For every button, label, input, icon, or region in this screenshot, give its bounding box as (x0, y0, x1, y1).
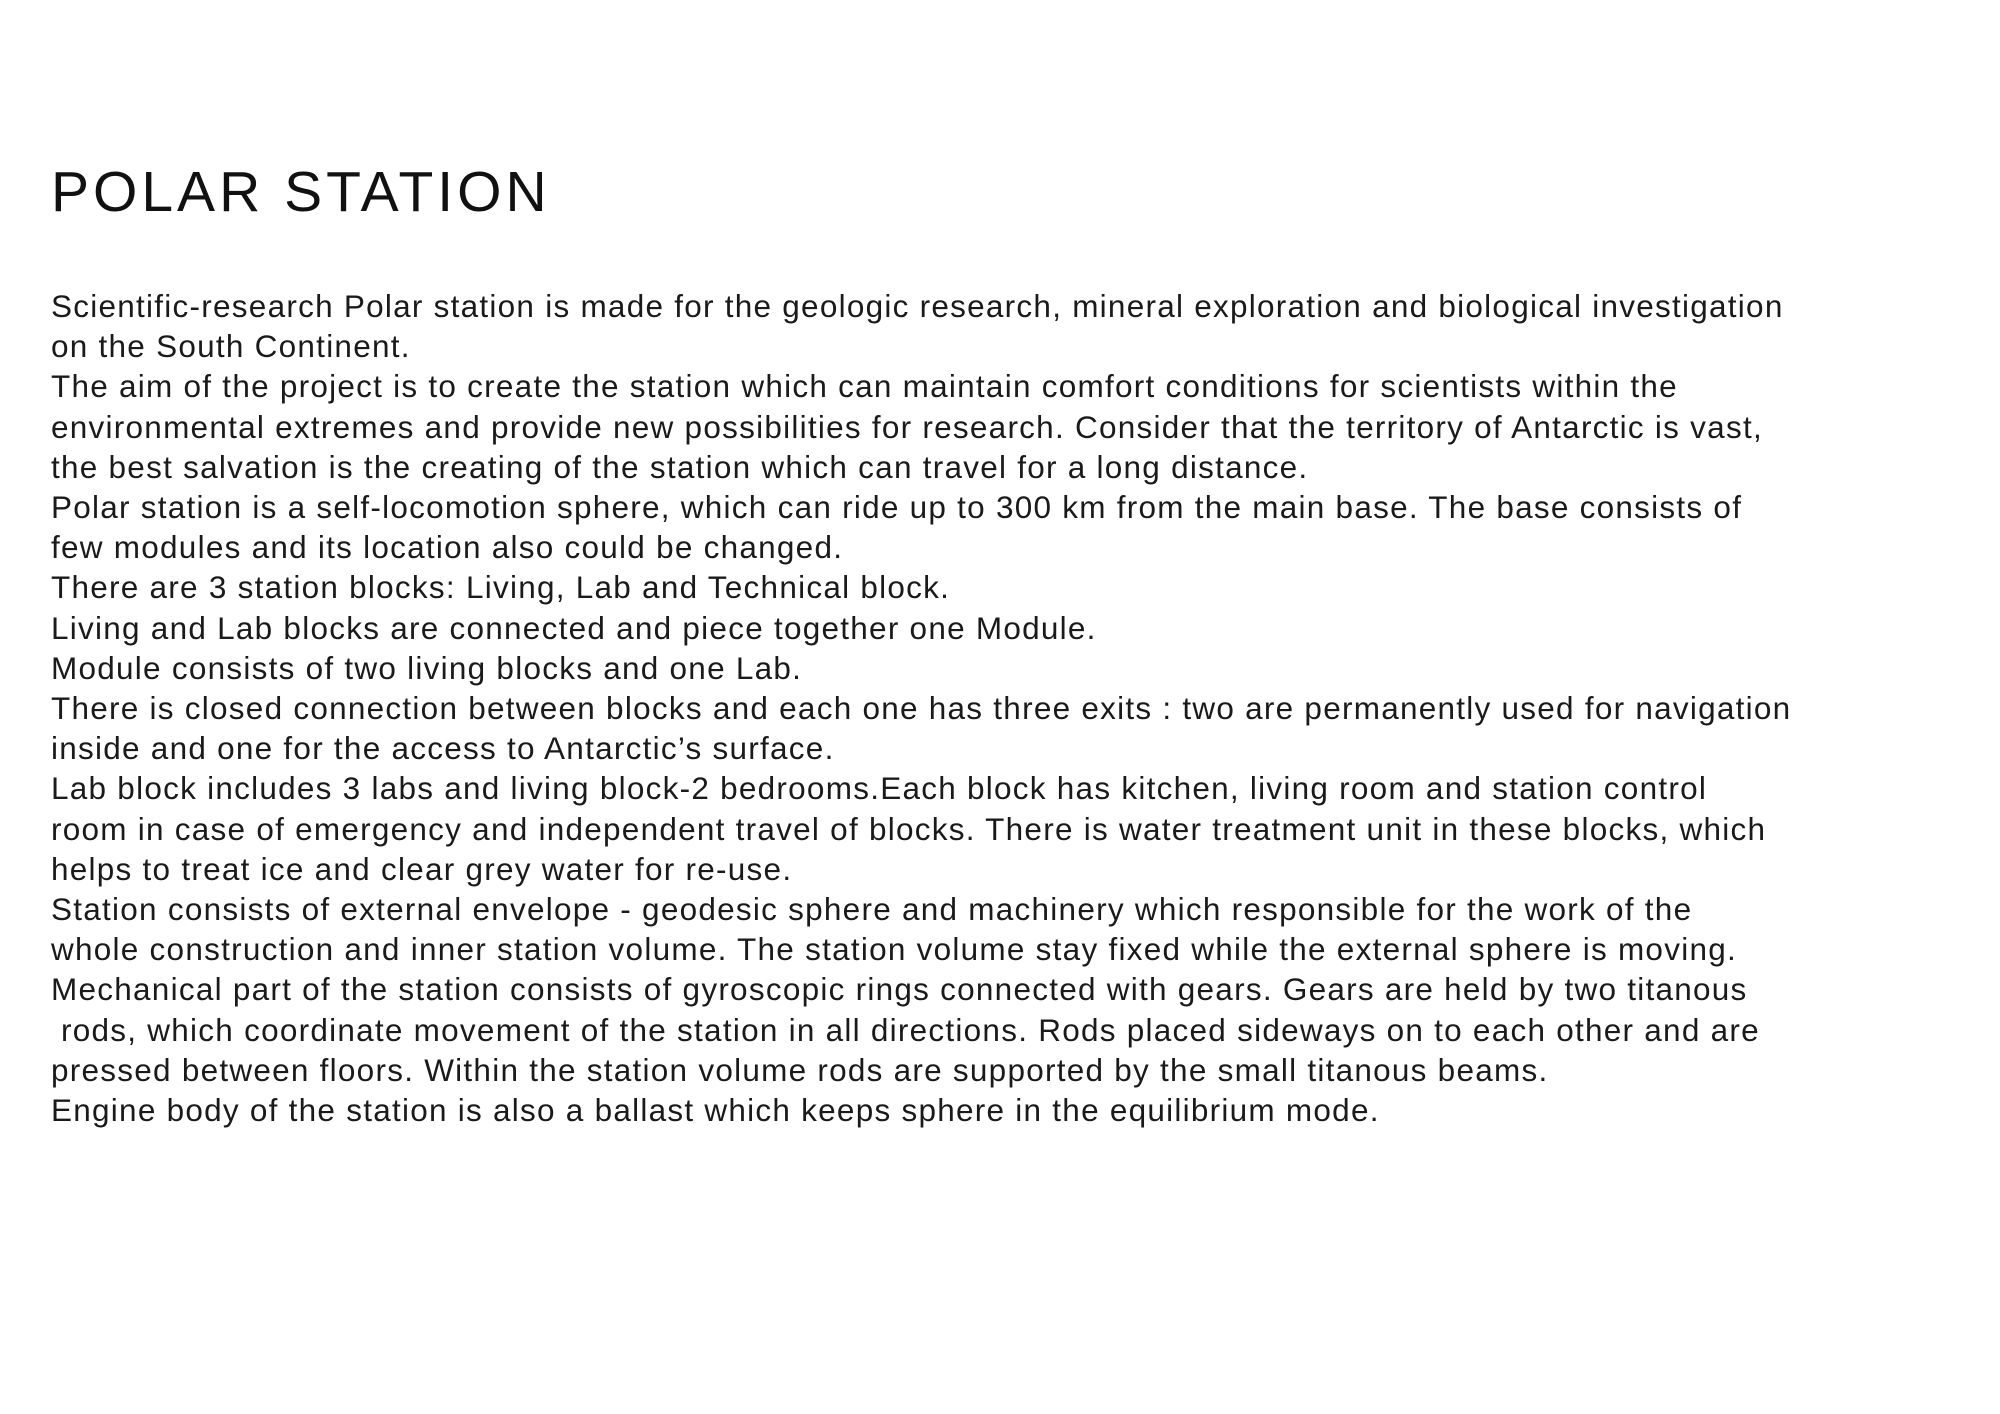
text-line: on the South Continent. (51, 328, 411, 365)
page-title: POLAR STATION (51, 160, 551, 224)
text-line: The aim of the project is to create the station which can maintain comfort conditions for scientists within the (51, 368, 1678, 405)
text-line: rods, which coordinate movement of the station in all directions. Rods placed sideways on to each other and are (51, 1011, 1760, 1048)
text-line: There are 3 station blocks: Living, Lab and Technical block. (51, 569, 951, 606)
text-line: Engine body of the station is also a ballast which keeps sphere in the equilibrium mode. (51, 1092, 1380, 1129)
text-line: Mechanical part of the station consists of gyroscopic rings connected with gears. Gears are held by two titanous (51, 971, 1748, 1008)
text-line: Lab block includes 3 labs and living block-2 bedrooms.Each block has kitchen, living room and station control (51, 770, 1708, 807)
text-line: Module consists of two living blocks and one Lab. (51, 649, 803, 686)
description-text (51, 286, 1981, 1130)
text-line: inside and one for the access to Antarctic’s surface. (51, 730, 835, 767)
text-line: the best salvation is the creating of the station which can travel for a long distance. (51, 448, 1309, 485)
text-line: Polar station is a self-locomotion sphere, which can ride up to 300 km from the main base. The base consists of (51, 489, 1743, 526)
text-line: environmental extremes and provide new possibilities for research. Consider that the territory of Antarctic is vast, (51, 408, 1763, 445)
text-line: helps to treat ice and clear grey water for re-use. (51, 850, 793, 887)
text-line: Station consists of external envelope - geodesic sphere and machinery which responsible for the work of the (51, 891, 1693, 928)
text-line: whole construction and inner station volume. The station volume stay fixed while the external sphere is moving. (51, 931, 1737, 968)
text-line: There is closed connection between blocks and each one has three exits : two are permanently used for navigation (51, 690, 1792, 727)
text-line: pressed between floors. Within the station volume rods are supported by the small titanous beams. (51, 1051, 1549, 1088)
text-line: room in case of emergency and independent travel of blocks. There is water treatment unit in these blocks, which (51, 810, 1767, 847)
text-line: few modules and its location also could be changed. (51, 529, 844, 566)
text-line: Scientific-research Polar station is made for the geologic research, mineral exploration and biological investigation (51, 288, 1784, 324)
text-line: Living and Lab blocks are connected and piece together one Module. (51, 609, 1097, 646)
